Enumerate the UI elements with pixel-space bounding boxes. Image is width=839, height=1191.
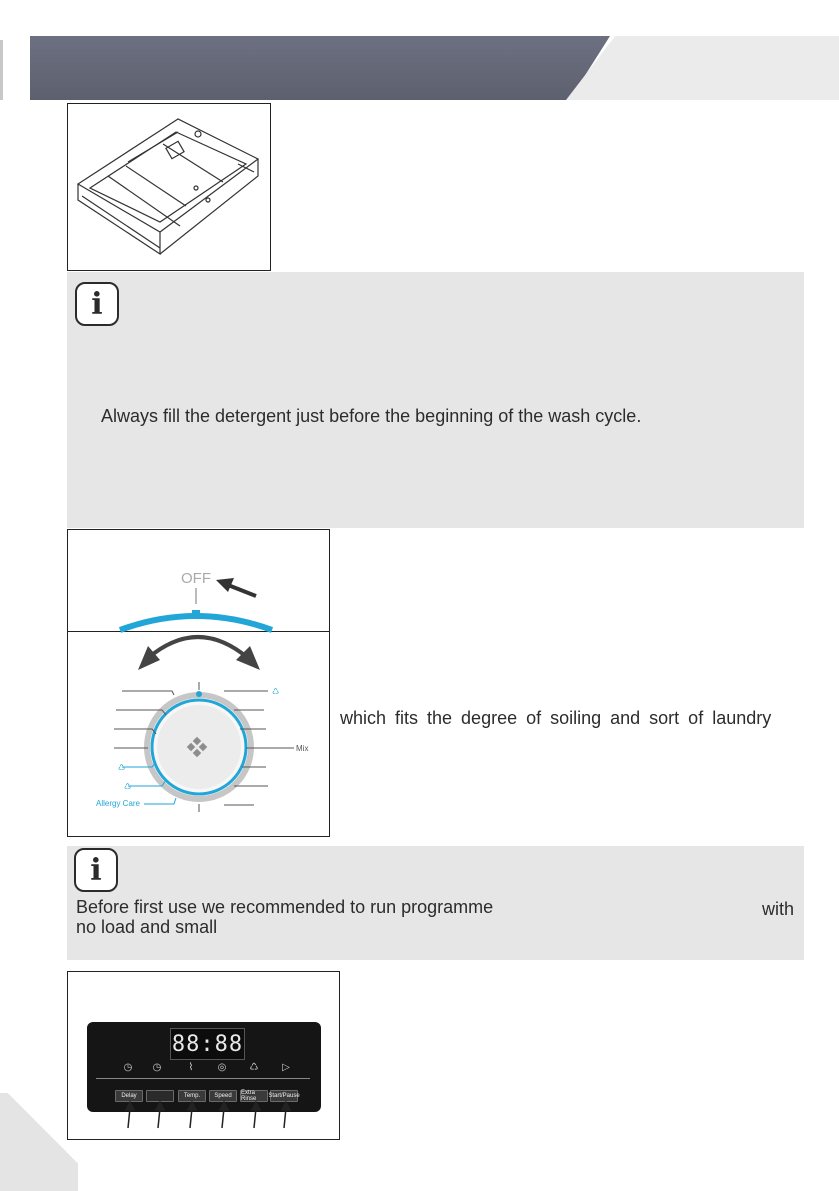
page-edge-mark <box>0 40 3 100</box>
info-icon: i <box>74 848 118 892</box>
start-pause-icon: ▷ <box>282 1061 290 1073</box>
svg-text:♺: ♺ <box>124 782 132 791</box>
delay-button[interactable]: Delay <box>115 1090 143 1102</box>
button-pointer-arrows <box>110 1100 310 1130</box>
first-use-text-line1: Before first use we recommended to run programme <box>76 897 494 917</box>
first-use-text-line2: no load and small <box>76 917 218 937</box>
detergent-drawer-figure <box>67 103 271 271</box>
program-dial-drawing <box>68 530 329 836</box>
off-label: OFF <box>181 570 211 587</box>
temperature-icon: ⌇ <box>188 1061 194 1073</box>
programme-selection-text: which fits the degree of soiling and sort of laundry <box>340 708 772 728</box>
section-header-bar <box>30 36 610 100</box>
mix-label: Mix <box>296 744 309 753</box>
detergent-drawer-drawing <box>68 104 270 270</box>
info-icon: i <box>75 282 119 326</box>
spin-icon: ◎ <box>217 1061 227 1073</box>
digital-display: 88:88 <box>170 1028 245 1060</box>
rotate-arrow-icon <box>138 637 260 670</box>
temp-button[interactable]: Temp. <box>178 1090 206 1102</box>
svg-text:♺: ♺ <box>118 763 126 772</box>
header-tab <box>566 36 839 100</box>
speed-button[interactable]: Speed <box>209 1090 237 1102</box>
panel-divider <box>96 1078 310 1079</box>
start-pause-button[interactable]: Start/Pause <box>270 1090 298 1102</box>
allergy-care-label: Allergy Care <box>95 799 140 808</box>
clock-icon: ◷ <box>152 1061 162 1073</box>
arrow-icon <box>216 578 256 596</box>
extra-rinse-button[interactable]: Extra Rinse <box>240 1090 268 1102</box>
detergent-note-text: Always fill the detergent just before the beginning of the wash cycle. <box>101 406 642 426</box>
delay-icon: ◷ <box>123 1061 133 1073</box>
rinse-icon: ♺ <box>249 1061 259 1073</box>
svg-text:♺: ♺ <box>272 687 280 696</box>
info-note-box <box>67 272 804 528</box>
first-use-text-end: with <box>762 899 795 919</box>
